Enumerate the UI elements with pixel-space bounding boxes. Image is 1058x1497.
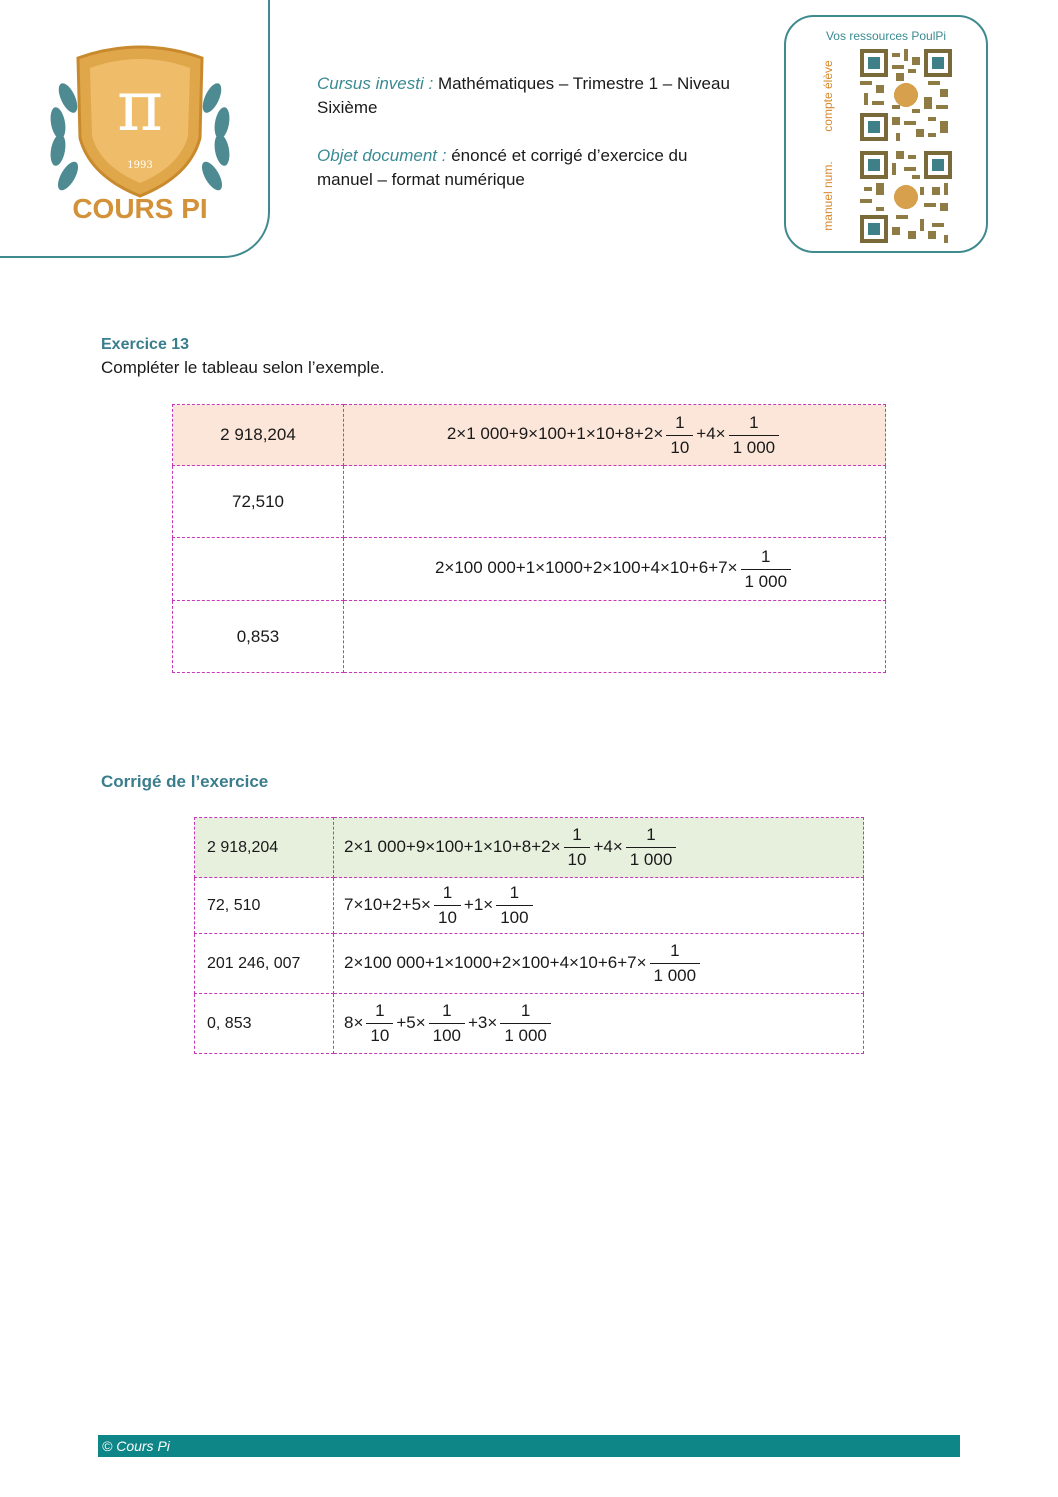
fraction-numerator: 1 [442,883,453,902]
objet-line: Objet document : énoncé et corrigé d’exercice du manuel – format numérique [317,146,688,189]
correction-table [194,817,864,1054]
fraction [650,941,701,986]
number-cell: 201 246, 007 [195,934,334,994]
fraction [500,1001,551,1046]
document-header [317,72,737,216]
decomposition-cell [334,818,864,878]
fraction [741,547,792,592]
cours-pi-logo [40,38,240,228]
fraction-numerator: 1 [675,412,685,432]
exercise-title: Exercice 13 [101,336,190,353]
number-cell: 2 918,204 [195,818,334,878]
decomposition-cell [334,878,864,934]
fraction-numerator: 1 [761,546,771,566]
fraction-denominator: 10 [366,1023,393,1046]
expression-term: 7×10+2+5× [344,894,431,914]
fraction-numerator: 1 [442,1001,452,1020]
svg-text:COURS PI: COURS PI [72,193,208,224]
number-cell: 0, 853 [195,994,334,1054]
expression-term: +5× [396,1012,426,1032]
expression-term: 8× [344,1012,364,1032]
expression-term: 2×100 000+1×1000+2×100+4×10+6+7× [434,558,738,578]
fraction [729,413,780,458]
decomposition-cell [344,405,886,466]
fraction-numerator: 1 [520,1001,531,1020]
table-row [173,405,886,466]
table-row [195,994,864,1054]
fraction-denominator: 1 000 [741,569,792,592]
number-cell: 0,853 [173,601,344,673]
fraction-denominator: 100 [429,1023,465,1046]
fraction [496,883,532,928]
number-cell-blank[interactable] [173,538,344,601]
table-row [195,934,864,994]
fraction [434,883,461,928]
expression-term: +1× [463,894,494,914]
table-row [173,601,886,673]
expression-term: +4× [593,836,623,856]
table-row [195,878,864,934]
expression-term: 2×1 000+9×100+1×10+8+2× [446,424,664,444]
decomposition-expression [344,1001,554,1045]
exercise-table [172,404,886,673]
fraction-numerator: 1 [749,412,759,432]
fraction-numerator: 1 [572,825,582,844]
label-manuel-num: manuel num. [821,161,835,231]
footer-bar [98,1435,960,1457]
exercise-instruction: Compléter le tableau selon l’exemple. [101,358,385,377]
decomposition-cell [334,934,864,994]
decomposition-cell [334,994,864,1054]
fraction [366,1001,393,1046]
fraction [666,413,693,458]
cursus-line: Cursus investi : Mathématiques – Trimestre 1 – Niveau Sixième [317,74,730,117]
number-cell: 72, 510 [195,878,334,934]
svg-text:π: π [116,65,164,147]
fraction [626,825,677,870]
svg-text:1993: 1993 [127,160,153,171]
decomposition-expression [344,883,536,927]
decomposition-expression [344,825,679,869]
correction-title: Corrigé de l’exercice [101,772,269,791]
number-cell: 2 918,204 [173,405,344,466]
qr-code-compte-eleve[interactable] [860,49,952,141]
decomposition-cell-blank[interactable] [344,601,886,673]
label-compte-eleve: compte élève [821,60,835,132]
fraction-denominator: 1 000 [729,435,780,458]
table-row [173,538,886,601]
qr-code-manuel-numerique[interactable] [860,151,952,243]
fraction-numerator: 1 [646,825,656,844]
table-row [195,818,864,878]
expression-term: 2×1 000+9×100+1×10+8+2× [344,836,561,856]
fraction-denominator: 1 000 [650,963,701,986]
expression-term: +3× [468,1012,498,1032]
decomposition-cell-blank[interactable] [344,466,886,538]
fraction-denominator: 10 [434,905,461,928]
fraction [564,825,591,870]
resources-title: Vos ressources PoulPi [825,29,947,43]
decomposition-expression [446,412,782,457]
fraction-numerator: 1 [509,883,520,902]
fraction-denominator: 1 000 [626,847,677,870]
decomposition-expression [434,546,794,591]
copyright-text: © Cours Pi [102,1438,170,1454]
fraction [429,1001,465,1046]
fraction-denominator: 100 [496,905,532,928]
decomposition-expression [344,941,703,985]
fraction-numerator: 1 [375,1001,385,1020]
fraction-denominator: 1 000 [500,1023,551,1046]
decomposition-cell [344,538,886,601]
fraction-denominator: 10 [564,847,591,870]
expression-term: 2×100 000+1×1000+2×100+4×10+6+7× [344,952,647,972]
fraction-denominator: 10 [666,435,693,458]
number-cell: 72,510 [173,466,344,538]
expression-term: +4× [696,424,726,444]
poulpi-resources-box [784,15,988,253]
fraction-numerator: 1 [670,941,680,960]
table-row [173,466,886,538]
